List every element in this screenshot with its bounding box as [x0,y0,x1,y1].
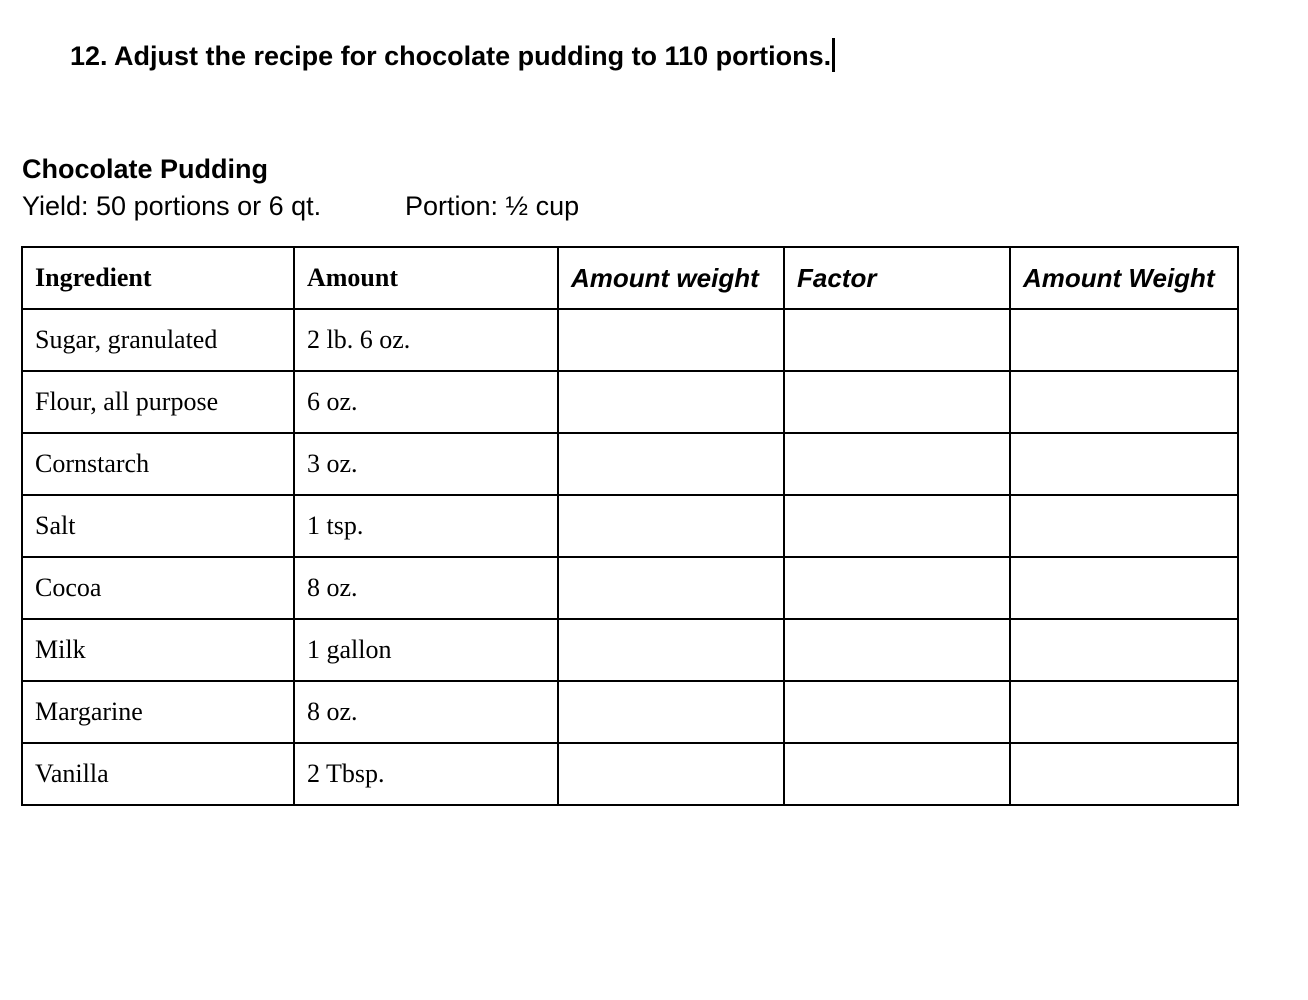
amount-weight-cell[interactable] [558,743,784,805]
new-weight-cell[interactable] [1010,557,1238,619]
header-amount: Amount [294,247,558,309]
factor-cell[interactable] [784,681,1010,743]
factor-cell[interactable] [784,495,1010,557]
amount-cell: 8 oz. [294,557,558,619]
new-weight-cell[interactable] [1010,619,1238,681]
amount-cell: 8 oz. [294,681,558,743]
question-heading[interactable] [70,38,835,74]
factor-cell[interactable] [784,433,1010,495]
ingredient-cell: Sugar, granulated [22,309,294,371]
recipe-yield: Yield: 50 portions or 6 qt. [22,191,322,221]
amount-weight-cell[interactable] [558,309,784,371]
factor-cell[interactable] [784,619,1010,681]
amount-cell: 2 Tbsp. [294,743,558,805]
factor-cell[interactable] [784,371,1010,433]
header-new-amount-weight: Amount Weight [1010,247,1238,309]
ingredient-cell: Flour, all purpose [22,371,294,433]
amount-cell: 6 oz. [294,371,558,433]
factor-cell[interactable] [784,557,1010,619]
recipe-portion: Portion: ½ cup [405,191,580,221]
table-row [22,495,1238,557]
table-row [22,619,1238,681]
amount-weight-cell[interactable] [558,681,784,743]
ingredient-cell: Salt [22,495,294,557]
header-factor: Factor [784,247,1010,309]
amount-weight-cell[interactable] [558,433,784,495]
ingredient-cell: Cocoa [22,557,294,619]
amount-cell: 1 tsp. [294,495,558,557]
table-row [22,557,1238,619]
new-weight-cell[interactable] [1010,433,1238,495]
new-weight-cell[interactable] [1010,495,1238,557]
amount-weight-cell[interactable] [558,495,784,557]
new-weight-cell[interactable] [1010,681,1238,743]
table-row [22,743,1238,805]
amount-weight-cell[interactable] [558,619,784,681]
factor-cell[interactable] [784,743,1010,805]
ingredient-cell: Margarine [22,681,294,743]
factor-cell[interactable] [784,309,1010,371]
table-row [22,681,1238,743]
recipe-table [21,246,1239,806]
new-weight-cell[interactable] [1010,371,1238,433]
amount-weight-cell[interactable] [558,557,784,619]
ingredient-cell: Vanilla [22,743,294,805]
amount-cell: 2 lb. 6 oz. [294,309,558,371]
amount-cell: 1 gallon [294,619,558,681]
amount-cell: 3 oz. [294,433,558,495]
text-cursor [832,38,835,72]
new-weight-cell[interactable] [1010,309,1238,371]
question-text: 12. Adjust the recipe for chocolate pudding to 110 portions. [70,41,832,71]
table-row [22,433,1238,495]
new-weight-cell[interactable] [1010,743,1238,805]
ingredient-cell: Milk [22,619,294,681]
recipe-title: Chocolate Pudding [22,154,268,184]
amount-weight-cell[interactable] [558,371,784,433]
header-amount-weight: Amount weight [558,247,784,309]
table-header-row [22,247,1238,309]
header-ingredient: Ingredient [22,247,294,309]
ingredient-cell: Cornstarch [22,433,294,495]
table-row [22,309,1238,371]
table-row [22,371,1238,433]
